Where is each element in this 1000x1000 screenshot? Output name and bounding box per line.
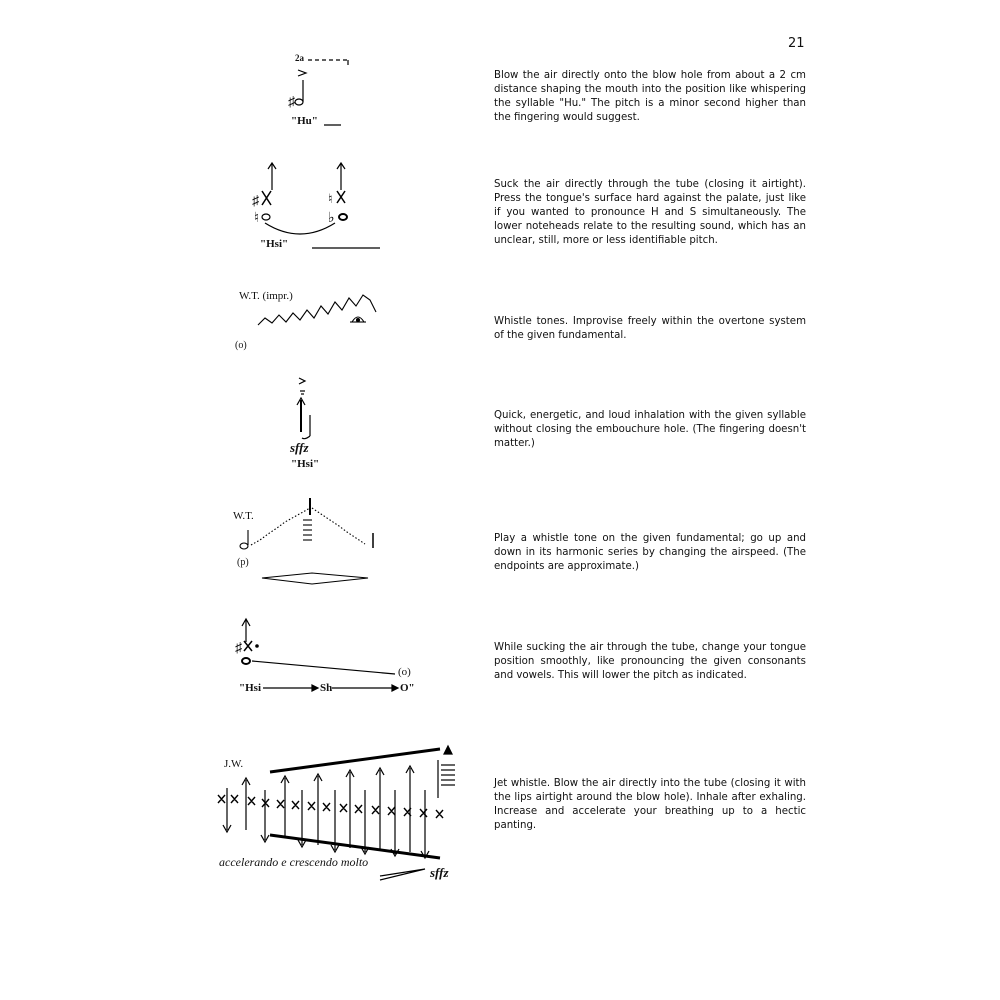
notation-hsi-suck <box>252 163 380 248</box>
description-whistle-improv: Whistle tones. Improvise freely within the overtone system of the given fundamental. <box>494 316 806 341</box>
description-jet-whistle: Jet whistle. Blow the air directly into the tube (closing it with the lips airtight around the blow hole). Inhale after exhaling. Increase and accelerate your breathing up to a hectic panting. <box>494 778 806 831</box>
description-hsi-suck: Suck the air directly through the tube (closing it airtight). Press the tongue's surface hard against the palate, just like if you wanted to pronounce H and S simultaneously. The lower noteheads relate to the resulting sound, which has an unclear, still, more or less identifiable pitch. <box>494 179 806 246</box>
svg-text:♭: ♭ <box>328 211 335 226</box>
description-inhalation: Quick, energetic, and loud inhalation with the given syllable without closing the embouchure hole. (The fingering doesn't matter.) <box>494 410 806 449</box>
description-whistle-series: Play a whistle tone on the given fundamental; go up and down in its harmonic series by changing the airspeed. (The endpoints are approximate.) <box>494 533 806 572</box>
svg-text:♯: ♯ <box>288 95 295 110</box>
tempo-marking: accelerando e crescendo molto <box>219 855 369 869</box>
svg-text:♯: ♯ <box>252 194 259 209</box>
description-hu: Blow the air directly onto the blow hole from about a 2 cm distance shaping the mouth into the position like whispering the syllable "Hu." The pitch is a minor second higher than the fingering would suggest. <box>494 70 806 123</box>
marking-jw: J.W. <box>224 758 244 770</box>
fundamental-note: (p) <box>237 557 249 568</box>
note-o: (o) <box>398 666 411 678</box>
syllable-hsi-inhale: "Hsi" <box>291 458 320 470</box>
marking-wt-impr: W.T. (impr.) <box>239 290 293 302</box>
dynamic-sffz-jw: sffz <box>430 865 449 880</box>
page-number: 21 <box>788 36 805 51</box>
notation-inhalation <box>297 378 310 439</box>
syllable-o-end: O" <box>400 682 415 694</box>
svg-text:♮: ♮ <box>254 211 260 226</box>
description-hsi-sh-o: While sucking the air through the tube, change your tongue position smoothly, like pronouncing the given consonants and vowels. This will lower the pitch as indicated. <box>494 642 806 681</box>
dynamic-sffz: sffz <box>290 440 309 455</box>
syllable-hsi-start: "Hsi <box>239 682 261 694</box>
svg-text:♮: ♮ <box>328 191 333 206</box>
fundamental-note: (o) <box>235 340 247 351</box>
marking-wt: W.T. <box>233 510 254 522</box>
svg-text:♯: ♯ <box>235 641 242 656</box>
syllable-hsi: "Hsi" <box>260 238 289 250</box>
octave-marking: 2a <box>295 53 304 63</box>
notation-whistle-series <box>240 498 373 584</box>
syllable-hu: "Hu" <box>291 115 318 127</box>
syllable-sh: Sh <box>320 682 333 694</box>
notation-hsi-sh-o <box>235 619 398 691</box>
